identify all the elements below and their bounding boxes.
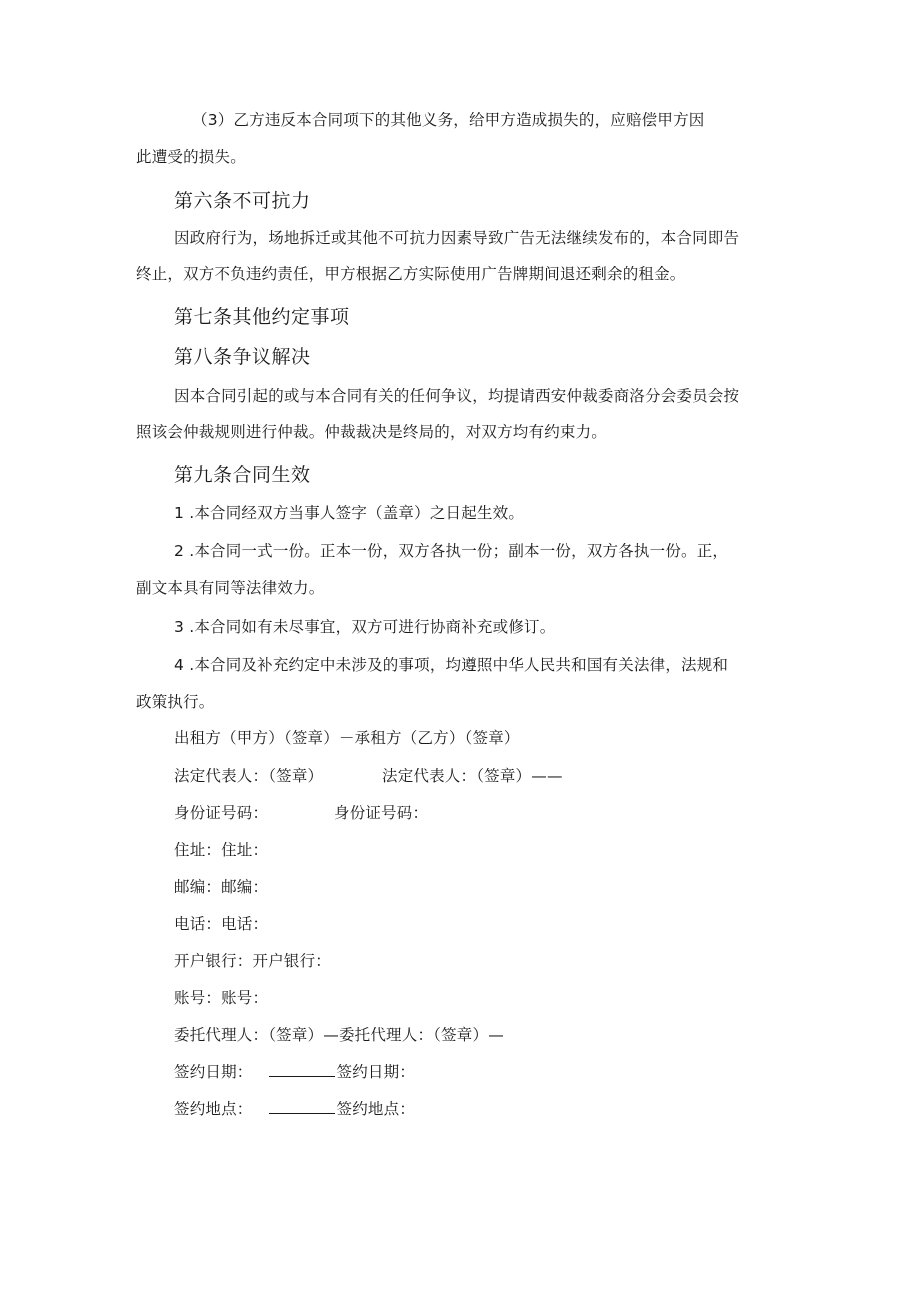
postcode-line: 邮编：邮编：: [174, 878, 269, 896]
clause9-item2-line1: 2 .本合同一式一份。正本一份，双方各执一份；副本一份，双方各执一份。正，: [174, 542, 729, 560]
legal-rep-a: 法定代表人：（签章）: [174, 767, 324, 785]
id-number-a: 身份证号码：: [174, 804, 269, 822]
sign-place-line: [174, 1099, 415, 1119]
id-number-b: 身份证号码：: [334, 804, 429, 822]
agent-line: 委托代理人：（签章）—委托代理人：（签章）—: [174, 1026, 504, 1044]
phone-line: 电话：电话：: [174, 915, 269, 933]
clause9-item2-line2: 副文本具有同等法律效力。: [136, 579, 325, 597]
sign-date-blank[interactable]: [269, 1062, 335, 1077]
clause9-item4-line2: 政策执行。: [136, 693, 215, 711]
clause6-heading: 第六条不可抗力: [174, 190, 311, 212]
clause9-item1: 1 .本合同经双方当事人签字（盖章）之日起生效。: [174, 504, 525, 522]
clause7-heading: 第七条其他约定事项: [174, 306, 350, 328]
clause8-line2: 照该会仲裁规则进行仲裁。仲裁裁决是终局的，对双方均有约束力。: [136, 423, 608, 441]
clause8-line1: 因本合同引起的或与本合同有关的任何争议，均提请西安仲裁委商洛分会委员会按: [174, 387, 740, 405]
sign-date-line: [174, 1062, 415, 1082]
sign-place-a: 签约地点：: [174, 1100, 253, 1118]
clause5-item3-line2: 此遭受的损失。: [136, 148, 246, 166]
legal-rep-b: 法定代表人：（签章）——: [382, 767, 563, 785]
clause6-line2: 终止，双方不负违约责任，甲方根据乙方实际使用广告牌期间退还剩余的租金。: [136, 265, 686, 283]
clause6-line1: 因政府行为，场地拆迁或其他不可抗力因素导致广告无法继续发布的，本合同即告: [174, 229, 740, 247]
sign-place-b: 签约地点：: [336, 1100, 416, 1118]
bank-line: 开户银行：开户银行：: [174, 952, 332, 970]
clause9-item3: 3 .本合同如有未尽事宜，双方可进行协商补充或修订。: [174, 618, 556, 636]
sign-place-blank[interactable]: [269, 1099, 335, 1114]
clause9-item4-line1: 4 .本合同及补充约定中未涉及的事项，均遵照中华人民共和国有关法律，法规和: [174, 656, 729, 674]
clause5-item3-line1: （3）乙方违反本合同项下的其他义务，给甲方造成损失的，应赔偿甲方因: [192, 111, 705, 129]
signature-parties: 出租方（甲方）（签章）－承租方（乙方）（签章）: [174, 729, 520, 747]
account-line: 账号：账号：: [174, 989, 269, 1007]
clause9-heading: 第九条合同生效: [174, 464, 311, 486]
clause8-heading: 第八条争议解决: [174, 346, 311, 368]
address-line: 住址：住址：: [174, 841, 269, 859]
sign-date-a: 签约日期：: [174, 1063, 253, 1081]
sign-date-b: 签约日期：: [336, 1063, 416, 1081]
